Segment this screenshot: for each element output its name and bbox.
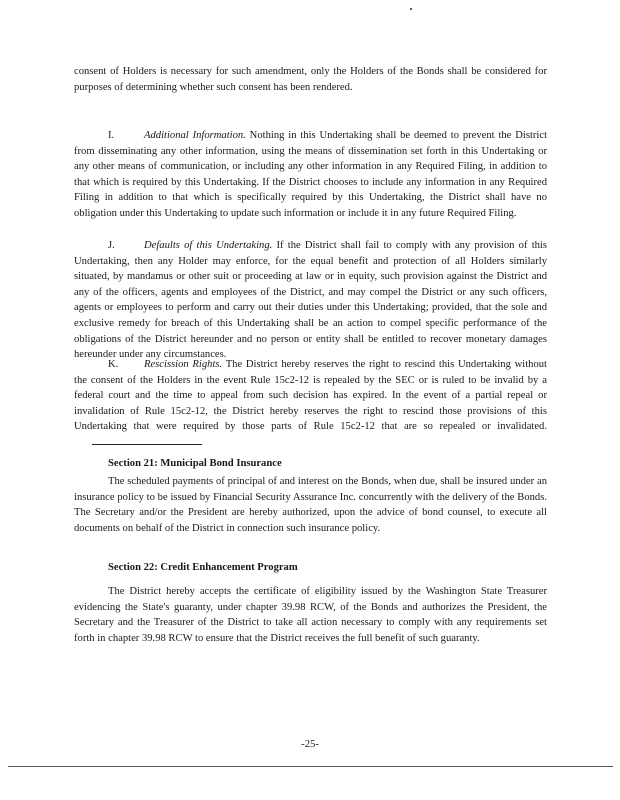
paragraph-rescission-rights — [74, 357, 547, 451]
item-letter: J. — [108, 240, 115, 251]
bottom-rule — [8, 766, 613, 767]
section-21-heading: Section 21: Municipal Bond Insurance — [108, 458, 282, 469]
item-title: Rescission Rights. — [144, 359, 223, 370]
paragraph-credit-enhancement — [74, 584, 547, 646]
paragraph-consent — [74, 64, 547, 95]
item-letter: K. — [108, 359, 119, 370]
section-22-heading: Section 22: Credit Enhancement Program — [108, 562, 298, 573]
paragraph-credit-enhancement-text: The District hereby accepts the certificate of eligibility issued by the Washington State Treasurer evidencing the State's guaranty, under chapter 39.98 RCW, of the Bonds and authorizes the President, the Secretary and the Treasurer of the District to take all action necessary to comply with any requirements set forth in chapter 39.98 RCW to ensure that the District receives the full benefit of such guaranty. — [74, 586, 547, 644]
item-body: The District hereby reserves the right to rescind this Undertaking without the consent of the Holders in the event Rule 15c2-12 is repealed by the SEC or is ruled to be invalid by a federal court and the time to appeal from such decision has expired. In the event of a partial repeal or invalidation of Rule 15c2-12, the District hereby reserves the right to rescind those provisions of this Undertaking that were required by those parts of Rule 15c2-12 that are so repealed or invalidated. — [74, 359, 547, 433]
item-title: Defaults of this Undertaking. — [144, 240, 273, 251]
paragraph-consent-text: consent of Holders is necessary for such amendment, only the Holders of the Bonds shall be considered for purposes of determining whether such consent has been rendered. — [74, 66, 547, 93]
paragraph-defaults — [74, 238, 547, 363]
item-title: Additional Information. — [144, 130, 246, 141]
page-number: -25- — [301, 739, 319, 750]
item-letter: I. — [108, 130, 115, 141]
paragraph-bond-insurance-text: The scheduled payments of principal of and interest on the Bonds, when due, shall be insured under an insurance policy to be issued by Financial Security Assurance Inc. concurrently with the delivery of the Bonds. The Secretary and/or the President are hereby authorized, upon the advice of bond counsel, to execute all documents on behalf of the District in connection such insurance policy. — [74, 476, 547, 534]
item-body: If the District shall fail to comply with any provision of this Undertaking, then any Holder may enforce, for the equal benefit and protection of all Holders similarly situated, by mandamus or other suit or proceeding at law or in equity, such provision against the District and any of the officers, agents and employees of the District, and may compel the District or any such officers, agents or employees to perform and carry out their duties under this Undertaking; provided, that the sole and exclusive remedy for breach of this Undertaking shall be an action to compel specific performance of the obligations of the District hereunder and no person or entity shall be entitled to recover monetary damages hereunder under any circumstances. — [74, 240, 547, 361]
item-body: Nothing in this Undertaking shall be deemed to prevent the District from disseminating any other information, using the means of dissemination set forth in this Undertaking or any other means of communication, or including any other information in any Required Filing, in addition to that which is required by this Undertaking. If the District chooses to include any information in any Required Filing in addition to that which is specifically required by this Undertaking, the District shall have no obligation under this Undertaking to update such information or include it in any future Required Filing. — [74, 130, 548, 219]
paragraph-additional-information — [74, 128, 547, 222]
paragraph-bond-insurance — [74, 474, 547, 536]
scan-speck — [410, 8, 412, 10]
signature-rule — [92, 443, 202, 445]
